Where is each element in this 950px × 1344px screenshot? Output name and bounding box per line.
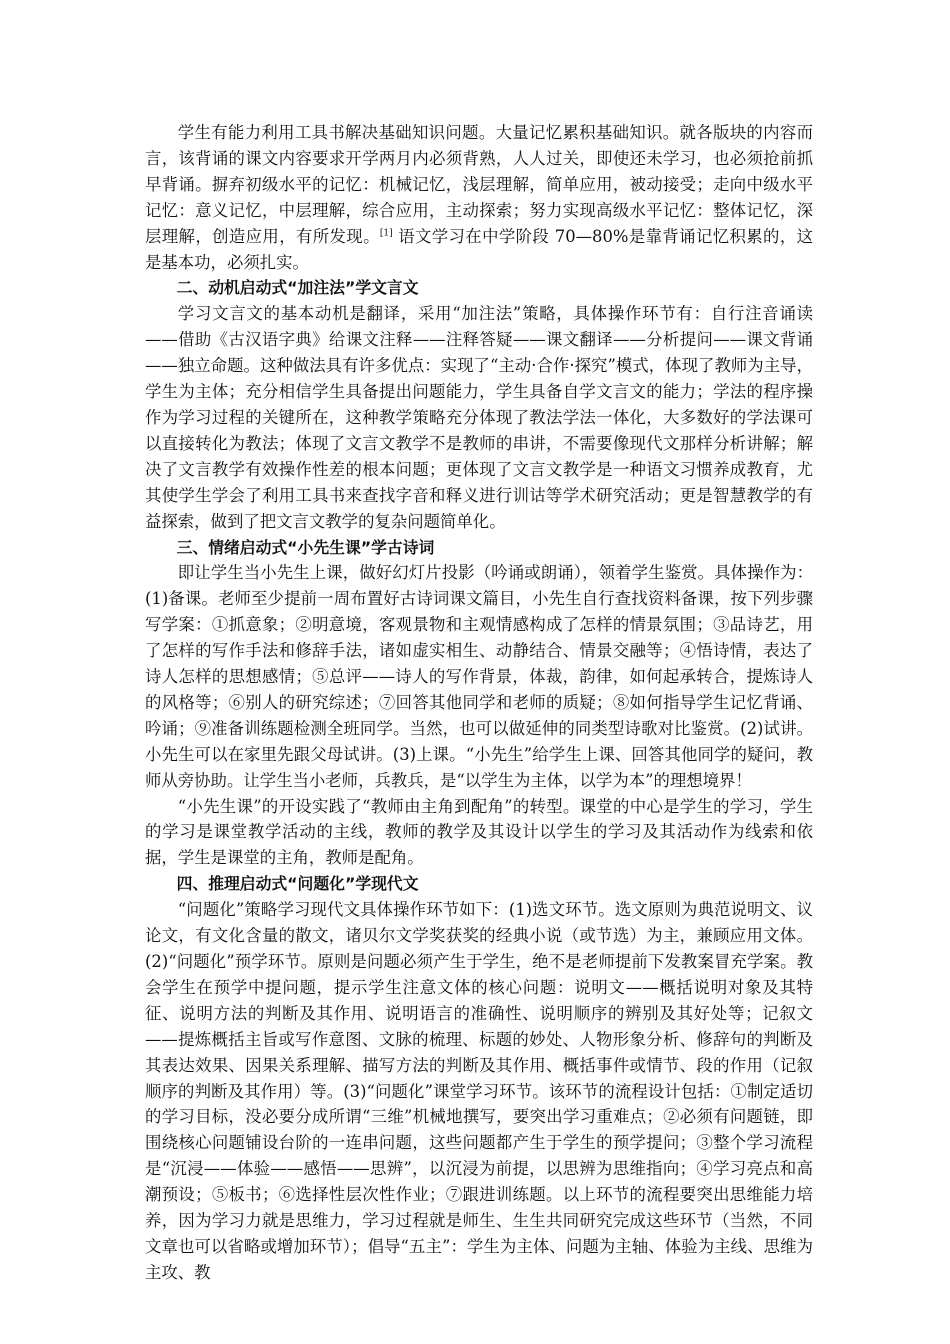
paragraph-memory-text: 学生有能力利用工具书解决基础知识问题。大量记忆累积基础知识。就各版块的内容而言，该背诵的课文内容要求开学两月内必须背熟，人人过关，即使还未学习，也必须抢前抓早背诵。摒弃初级水平的记忆：机械记忆，浅层理解，简单应用，被动接受；走向中级水平记忆：意义记忆，中层理解，综合应用，主动探索；努力实现高级水平记忆：整体记忆，深层理解，创造应用，有所发现。 <box>145 123 813 246</box>
paragraph-role-shift: “小先生课”的开设实践了“教师由主角到配角”的转型。课堂的中心是学生的学习，学生的学习是课堂教学活动的主线，教师的教学及其设计以学生的学习及其活动作为线索和依据，学生是课堂的主角，教师是配角。 <box>145 796 813 868</box>
paragraph-problem-based: “问题化”策略学习现代文具体操作环节如下：(1)选文环节。选文原则为典范说明文、议论文，有文化含量的散文，诸贝尔文学奖获奖的经典小说（或节选）为主，兼顾应用文体。(2)“问题化”预学环节。原则是问题必须产生于学生，绝不是老师提前下发教案冒充学案。教会学生在预学中提问题，提示学生注意文体的核心问题：说明文——概括说明对象及其特征、说明方法的判断及其作用、说明语言的准确性、说明顺序的辨别及其好处等；记叙文——提炼概括主旨或写作意图、文脉的梳理、标题的妙处、人物形象分析、修辞句的判断及其表达效果、因果关系理解、描写方法的判断及其作用、概括事件或情节、段的作用（记叙顺序的判断及其作用）等。(3)“问题化”课堂学习环节。该环节的流程设计包括：①制定适切的学习目标，没必要分成所谓“三维”机械地撰写，要突出学习重难点；②必须有问题链，即围绕核心问题铺设台阶的一连串问题，这些问题都产生于学生的预学提问；③整个学习流程是“沉浸——体验——感悟——思辨”，以沉浸为前提，以思辨为思维指向；④学习亮点和高潮预设；⑤板书；⑥选择性层次性作业；⑦跟进训练题。以上环节的流程要突出思维能力培养，因为学习力就是思维力，学习过程就是师生、生生共同研究完成这些环节（当然，不同文章也可以省略或增加环节）；倡导“五主”：学生为主体、问题为主轴、体验为主线、思维为主攻、教 <box>145 900 813 1282</box>
footnote-ref: [1] <box>379 228 393 239</box>
section-heading-2: 二、动机启动式“加注法”学文言文 <box>176 278 419 298</box>
section-heading-4: 四、推理启动式“问题化”学现代文 <box>176 874 419 894</box>
paragraph-classical-chinese: 学习文言文的基本动机是翻译，采用“加注法”策略，具体操作环节有：自行注音诵读——借助《古汉语字典》给课文注释——注释答疑——课文翻译——分析提问——课文背诵——独立命题。这种做法具有许多优点：实现了“主动·合作·探究”模式，体现了教师为主导，学生为主体；充分相信学生具备提出问题能力，学生具备自学文言文的能力；学法的程序操作为学习过程的关键所在，这种教学策略充分体现了教法学法一体化，大多数好的学法课可以直接转化为教法；体现了文言文教学不是教师的串讲，不需要像现代文那样分析讲解；解决了文言教学有效操作性差的根本问题；更体现了文言文教学是一种语文习惯养成教育，尤其使学生学会了利用工具书来查找字音和释义进行训诂等学术研究活动；更是智慧教学的有益探索，做到了把文言文教学的复杂问题简单化。 <box>145 304 813 531</box>
paragraph-memory <box>145 120 813 275</box>
paragraph-little-teacher: 即让学生当小先生上课，做好幻灯片投影（吟诵或朗诵），领着学生鉴赏。具体操作为：(1)备课。老师至少提前一周布置好古诗词课文篇目，小先生自行查找资料备课，按下列步骤写学案：①抓意象；②明意境，客观景物和主观情感构成了怎样的情景氛围；③品诗艺，用了怎样的写作手法和修辞手法，诸如虚实相生、动静结合、情景交融等；④悟诗情，表达了诗人怎样的思想感情；⑤总评——诗人的写作背景，体裁，韵律，如何起承转合，提炼诗人的风格等；⑥别人的研究综述；⑦回答其他同学和老师的质疑；⑧如何指导学生记忆背诵、吟诵；⑨准备训练题检测全班同学。当然，也可以做延伸的同类型诗歌对比鉴赏。(2)试讲。小先生可以在家里先跟父母试讲。(3)上课。“小先生”给学生上课、回答其他同学的疑问，教师从旁协助。让学生当小老师，兵教兵，是“以学生为主体，以学为本”的理想境界！ <box>145 563 813 790</box>
paragraph-memory-tail: 语文学习在中学阶段 70—80%是靠背诵记忆积累的，这是基本功，必须扎实。 <box>145 226 813 272</box>
article-body <box>145 120 813 1286</box>
section-heading-3: 三、情绪启动式“小先生课”学古诗词 <box>176 537 435 557</box>
